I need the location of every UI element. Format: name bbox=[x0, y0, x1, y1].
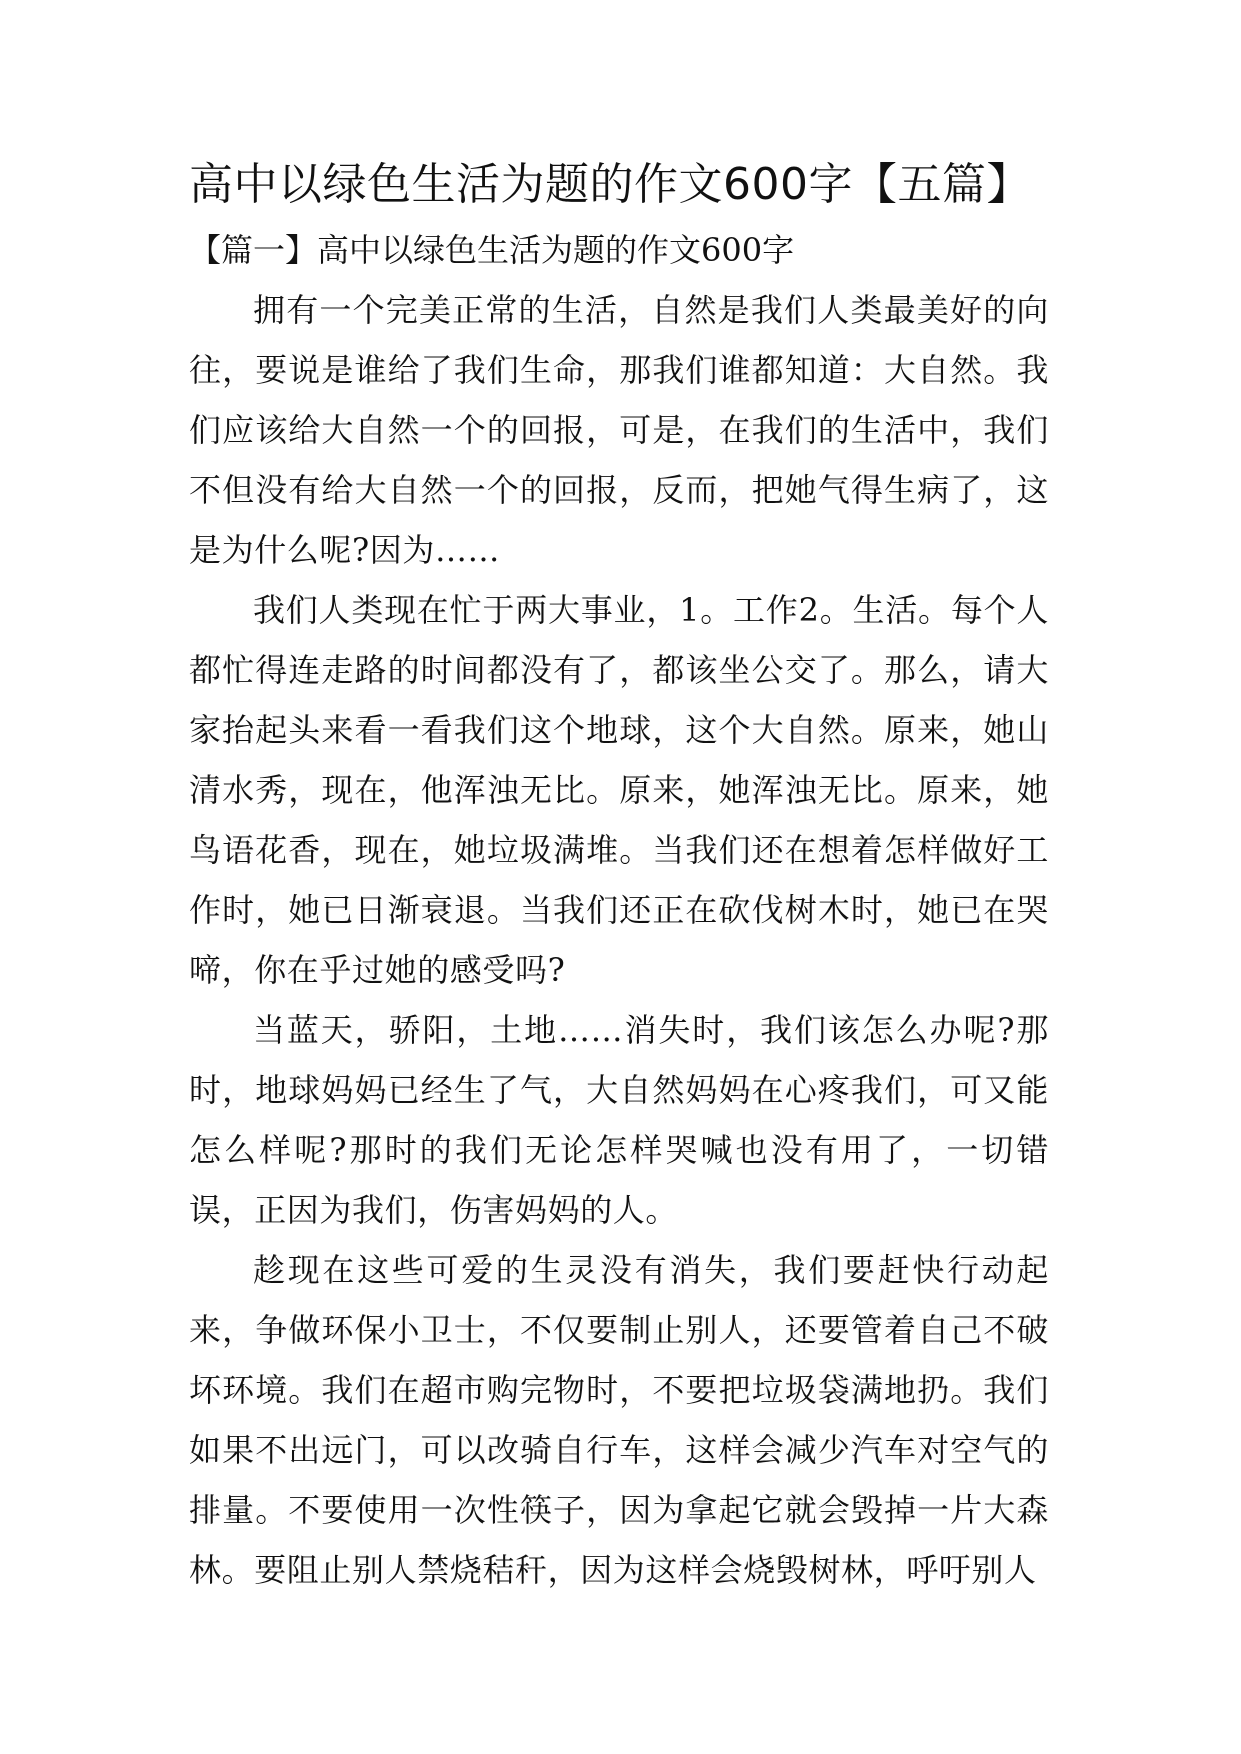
paragraph: 趁现在这些可爱的生灵没有消失，我们要赶快行动起来，争做环保小卫士，不仅要制止别人，还要管着自己不破坏环境。我们在超市购完物时，不要把垃圾袋满地扔。我们如果不出远门，可以改骑自行车，这样会减少汽车对空气的排量。不要使用一次性筷子，因为拿起它就会毁掉一片大森林。要阻止别人禁烧秸秆，因为这样会烧毁树林，呼吁别人 bbox=[189, 1251, 1049, 1589]
document-title: 高中以绿色生活为题的作文600字【五篇】 bbox=[189, 159, 1031, 210]
paragraph: 拥有一个完美正常的生活，自然是我们人类最美好的向往，要说是谁给了我们生命，那我们谁都知道：大自然。我们应该给大自然一个的回报，可是，在我们的生活中，我们不但没有给大自然一个的回报，反而，把她气得生病了，这是为什么呢?因为…… bbox=[189, 291, 1049, 569]
document-body bbox=[189, 150, 1049, 1600]
paragraph: 我们人类现在忙于两大事业，1。工作2。生活。每个人都忙得连走路的时间都没有了，都该坐公交了。那么，请大家抬起头来看一看我们这个地球，这个大自然。原来，她山清水秀，现在，他浑浊无比。原来，她浑浊无比。原来，她鸟语花香，现在，她垃圾满堆。当我们还在想着怎样做好工作时，她已日渐衰退。当我们还正在砍伐树木时，她已在哭啼，你在乎过她的感受吗? bbox=[189, 591, 1049, 989]
section-heading: 【篇一】高中以绿色生活为题的作文600字 bbox=[189, 231, 795, 269]
paragraph: 当蓝天，骄阳，土地……消失时，我们该怎么办呢?那时，地球妈妈已经生了气，大自然妈妈在心疼我们，可又能怎么样呢?那时的我们无论怎样哭喊也没有用了，一切错误，正因为我们，伤害妈妈的人。 bbox=[189, 1011, 1049, 1229]
